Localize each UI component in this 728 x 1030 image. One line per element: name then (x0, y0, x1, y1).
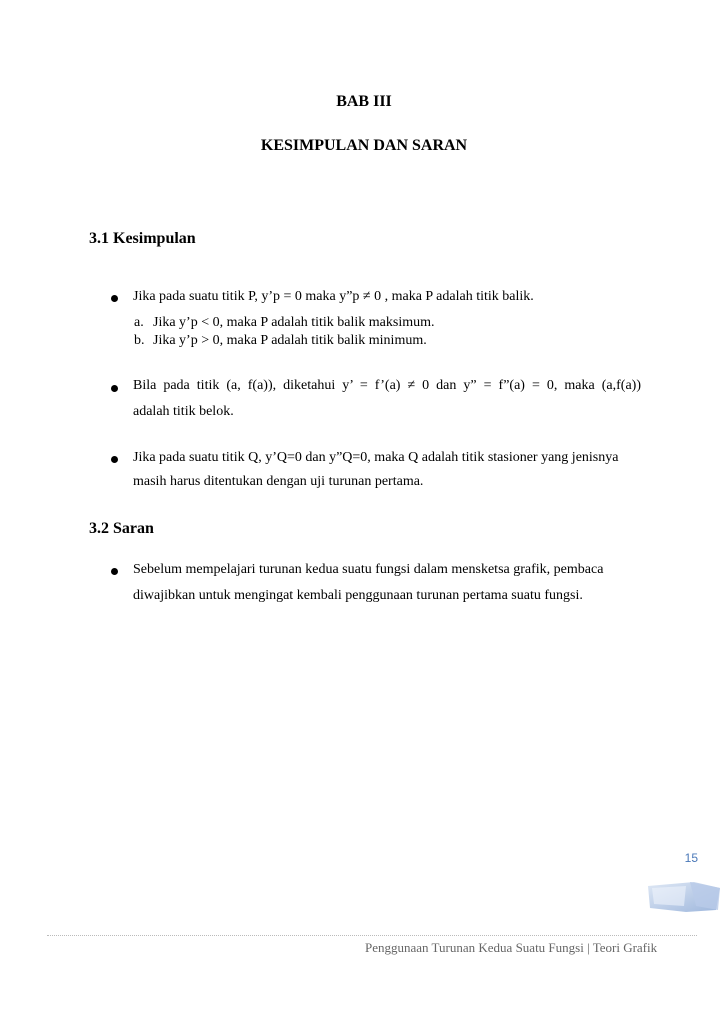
sub-item-b: Jika y’p > 0, maka P adalah titik balik minimum. (153, 333, 427, 348)
conclusion-item-1: Jika pada suatu titik P, y’p = 0 maka y”p ≠ 0 , maka P adalah titik balik. (133, 289, 534, 304)
page-corner-decoration (646, 880, 722, 914)
footer-divider (47, 935, 697, 936)
sub-item-a: Jika y’p < 0, maka P adalah titik balik maksimum. (153, 315, 435, 330)
bullet-marker (111, 568, 118, 575)
conclusion-item-3-line1: Jika pada suatu titik Q, y’Q=0 dan y”Q=0, maka Q adalah titik stasioner yang jenisnya (133, 450, 619, 465)
suggestion-item-1-line2: diwajibkan untuk mengingat kembali penggunaan turunan pertama suatu fungsi. (133, 588, 583, 603)
chapter-title: KESIMPULAN DAN SARAN (260, 137, 468, 154)
chapter-label: BAB III (336, 93, 392, 110)
page-number: 15 (684, 851, 698, 865)
conclusion-item-2-line1: Bila pada titik (a, f(a)), diketahui y’ = f’(a) ≠ 0 dan y” = f”(a) = 0, maka (a,f(a)) (133, 378, 641, 393)
sub-item-a-label: a. (134, 315, 144, 330)
section-heading-kesimpulan: 3.1 Kesimpulan (89, 230, 196, 247)
bullet-marker (111, 456, 118, 463)
footer-text: Penggunaan Turunan Kedua Suatu Fungsi | Teori Grafik (365, 940, 658, 955)
bullet-marker (111, 385, 118, 392)
section-heading-saran: 3.2 Saran (89, 520, 154, 537)
suggestion-item-1-line1: Sebelum mempelajari turunan kedua suatu fungsi dalam mensketsa grafik, pembaca (133, 562, 604, 577)
sub-item-b-label: b. (134, 333, 145, 348)
conclusion-item-3-line2: masih harus ditentukan dengan uji turunan pertama. (133, 474, 424, 489)
conclusion-item-2-line2: adalah titik belok. (133, 404, 234, 419)
bullet-marker (111, 295, 118, 302)
